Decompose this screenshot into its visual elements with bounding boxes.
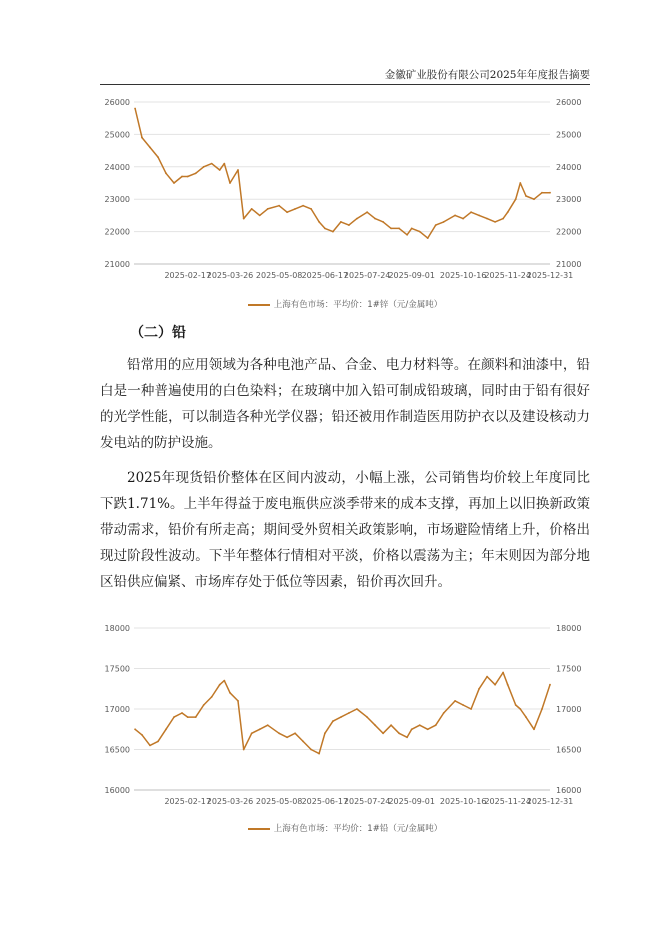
data-point: [502, 672, 504, 674]
data-point: [515, 704, 517, 706]
y-tick-label-left: 16000: [104, 786, 130, 795]
data-point: [470, 211, 472, 213]
y-tick-label-right: 17500: [556, 664, 582, 674]
data-point: [541, 708, 543, 710]
legend-line-swatch: [248, 828, 270, 830]
data-point: [203, 166, 205, 168]
x-tick-label: 2025-02-17: [164, 271, 211, 280]
data-point: [411, 728, 413, 730]
data-point: [427, 728, 429, 730]
data-point: [259, 728, 261, 730]
x-tick-label: 2025-05-08: [255, 797, 303, 806]
data-point: [173, 182, 175, 184]
y-tick-label-right: 18000: [556, 624, 582, 633]
data-point: [223, 680, 225, 682]
data-point: [195, 172, 197, 174]
data-point: [502, 218, 504, 220]
data-point: [223, 163, 225, 165]
data-point: [318, 221, 320, 223]
lead-price-chart: [100, 618, 590, 840]
data-point: [411, 228, 413, 230]
x-tick-label: 2025-12-31: [526, 271, 574, 280]
data-point: [435, 724, 437, 726]
x-tick-label: 2025-06-17: [301, 797, 349, 806]
data-point: [356, 218, 358, 220]
y-tick-label-right: 25000: [556, 130, 582, 140]
data-point: [494, 221, 496, 223]
data-point: [195, 716, 197, 718]
x-tick-label: 2025-03-26: [206, 271, 254, 280]
data-point: [134, 728, 136, 730]
data-point: [494, 684, 496, 686]
data-point: [278, 205, 280, 207]
data-point: [229, 692, 231, 694]
data-point: [302, 741, 304, 743]
data-point: [507, 211, 509, 213]
data-point: [427, 237, 429, 239]
data-point: [419, 724, 421, 726]
x-tick-label: 2025-10-16: [439, 797, 487, 806]
data-point: [141, 137, 143, 139]
data-point: [390, 228, 392, 230]
data-point: [406, 736, 408, 738]
data-point: [390, 724, 392, 726]
x-tick-label: 2025-10-16: [439, 271, 487, 280]
lead-chart-svg: [100, 618, 590, 818]
data-point: [259, 215, 261, 217]
data-point: [141, 734, 143, 736]
x-tick-label: 2025-09-01: [388, 797, 435, 806]
x-tick-label: 2025-03-26: [206, 797, 254, 806]
data-point: [324, 228, 326, 230]
data-point: [211, 696, 213, 698]
data-point: [318, 753, 320, 755]
x-tick-label: 2025-07-24: [343, 271, 391, 280]
data-point: [366, 716, 368, 718]
data-point: [398, 228, 400, 230]
data-point: [310, 208, 312, 210]
page-header: [100, 66, 590, 85]
header-title: 金徽矿业股份有限公司2025年年度报告摘要: [384, 69, 590, 81]
data-point: [267, 208, 269, 210]
data-point: [302, 205, 304, 207]
x-tick-label: 2025-09-01: [388, 271, 435, 280]
data-point: [525, 195, 527, 197]
data-point: [486, 218, 488, 220]
series-line: [135, 673, 550, 754]
data-point: [294, 732, 296, 734]
data-point: [454, 700, 456, 702]
data-point: [519, 182, 521, 184]
data-point: [219, 684, 221, 686]
data-point: [243, 749, 245, 751]
x-tick-label: 2025-05-08: [255, 271, 303, 280]
data-point: [294, 208, 296, 210]
y-tick-label-left: 18000: [104, 624, 130, 633]
y-tick-label-left: 17000: [104, 705, 130, 714]
y-tick-label-right: 26000: [556, 98, 582, 107]
data-point: [149, 745, 151, 747]
data-point: [324, 732, 326, 734]
data-point: [507, 684, 509, 686]
lead-chart-legend: [100, 822, 590, 834]
x-tick-label: 2025-07-24: [343, 797, 391, 806]
data-point: [134, 108, 136, 110]
y-tick-label-left: 25000: [104, 130, 130, 140]
data-point: [173, 716, 175, 718]
x-tick-label: 2025-06-17: [301, 271, 349, 280]
data-point: [435, 224, 437, 226]
data-point: [165, 172, 167, 174]
data-point: [229, 182, 231, 184]
data-point: [515, 198, 517, 200]
data-point: [374, 218, 376, 220]
data-point: [356, 708, 358, 710]
data-point: [533, 198, 535, 200]
data-point: [348, 224, 350, 226]
data-point: [462, 704, 464, 706]
data-point: [486, 676, 488, 678]
y-tick-label-left: 16500: [104, 745, 130, 755]
data-point: [157, 156, 159, 158]
data-point: [366, 211, 368, 213]
data-point: [374, 724, 376, 726]
data-point: [286, 736, 288, 738]
data-point: [251, 208, 253, 210]
data-point: [478, 688, 480, 690]
data-point: [549, 684, 551, 686]
data-point: [478, 215, 480, 217]
data-point: [519, 708, 521, 710]
data-point: [382, 732, 384, 734]
paragraph-lead-market-2025: 2025年现货铅价整体在区间内波动，小幅上涨，公司销售均价较上年度同比下跌1.71%。上半年得益于废电瓶供应淡季带来的成本支撑，再加上以旧换新政策带动需求，铅价有所走高；期间受外贸相关政策影响，市场避险情绪上升，价格出现过阶段性波动。下半年整体行情相对平淡，价格以震荡为主；年末则因为部分地区铅供应偏紧、市场库存处于低位等因素，铅价再次回升。: [100, 470, 590, 590]
y-tick-label-right: 23000: [556, 195, 582, 205]
y-tick-label-right: 17000: [556, 705, 582, 714]
y-tick-label-right: 21000: [556, 260, 582, 269]
data-point: [237, 700, 239, 702]
y-tick-label-left: 23000: [104, 195, 130, 205]
data-point: [533, 728, 535, 730]
data-point: [419, 231, 421, 233]
data-point: [443, 712, 445, 714]
data-point: [157, 741, 159, 743]
data-point: [181, 712, 183, 714]
y-tick-label-left: 26000: [104, 98, 130, 107]
data-point: [203, 704, 205, 706]
legend-label: 上海有色市场：平均价：1#铅（元/金属吨）: [273, 824, 443, 834]
data-point: [443, 221, 445, 223]
y-tick-label-right: 24000: [556, 162, 582, 172]
data-point: [187, 716, 189, 718]
data-point: [286, 211, 288, 213]
y-tick-label-left: 17500: [104, 664, 130, 674]
y-tick-label-right: 22000: [556, 227, 582, 237]
data-point: [340, 716, 342, 718]
x-tick-label: 2025-12-31: [526, 797, 574, 806]
data-point: [525, 716, 527, 718]
y-tick-label-left: 21000: [104, 260, 130, 269]
data-point: [340, 221, 342, 223]
data-point: [332, 231, 334, 233]
data-point: [278, 732, 280, 734]
y-tick-label-left: 24000: [104, 162, 130, 172]
y-tick-label-right: 16500: [556, 745, 582, 755]
data-point: [219, 169, 221, 171]
data-point: [149, 147, 151, 149]
x-tick-label: 2025-02-17: [164, 797, 211, 806]
zinc-chart-legend: [100, 298, 590, 310]
data-point: [181, 176, 183, 178]
data-point: [211, 163, 213, 165]
data-point: [541, 192, 543, 194]
data-point: [237, 169, 239, 171]
data-point: [470, 708, 472, 710]
y-tick-label-left: 22000: [104, 227, 130, 237]
data-point: [454, 215, 456, 217]
data-point: [348, 712, 350, 714]
x-tick-label: 2025-11-24: [484, 797, 531, 806]
zinc-price-chart: [100, 92, 590, 314]
section-heading: （二）铅: [130, 325, 186, 341]
data-point: [267, 724, 269, 726]
data-point: [332, 720, 334, 722]
zinc-chart-svg: [100, 92, 590, 292]
legend-label: 上海有色市场：平均价：1#锌（元/金属吨）: [273, 300, 443, 310]
x-tick-label: 2025-11-24: [484, 271, 531, 280]
data-point: [549, 192, 551, 194]
data-point: [382, 221, 384, 223]
data-point: [165, 728, 167, 730]
data-point: [251, 732, 253, 734]
legend-line-swatch: [248, 304, 270, 306]
data-point: [406, 234, 408, 236]
paragraph-lead-uses: 铅常用的应用领域为各种电池产品、合金、电力材料等。在颜料和油漆中，铅白是一种普遍使用的白色染料；在玻璃中加入铅可制成铅玻璃，同时由于铅有很好的光学性能，可以制造各种光学仪器；铅还被用作制造医用防护衣以及建设核动力发电站的防护设施。: [100, 357, 590, 451]
data-point: [398, 732, 400, 734]
data-point: [243, 218, 245, 220]
data-point: [462, 218, 464, 220]
data-point: [310, 749, 312, 751]
data-point: [187, 176, 189, 178]
y-tick-label-right: 16000: [556, 786, 582, 795]
